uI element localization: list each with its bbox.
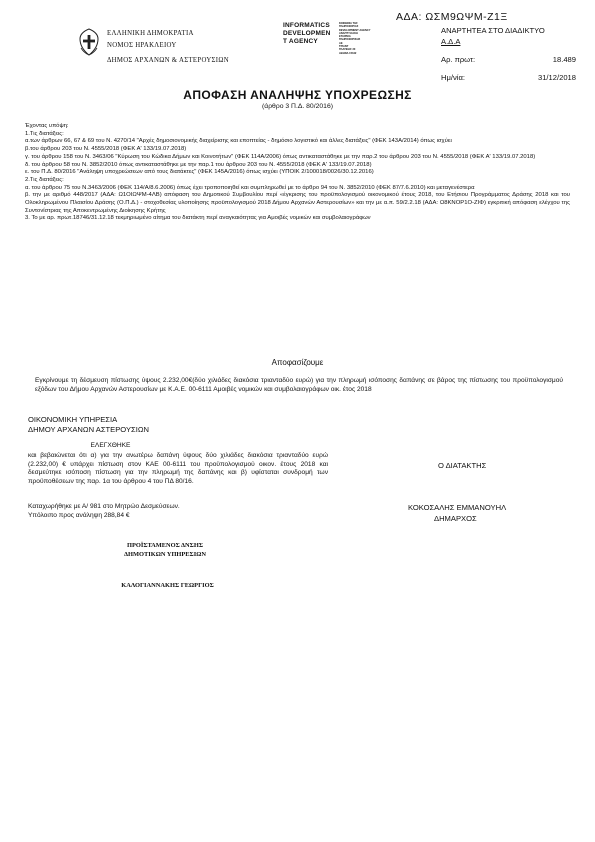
ida-line: INFORMATICS bbox=[283, 22, 330, 29]
ida-small-line: ΑΕ bbox=[339, 41, 343, 45]
ida-small-line: ΠΛΑΤΕΙΑΣ 20 bbox=[339, 48, 356, 52]
post-label: ΑΝΑΡΤΗΤΕΑ ΣΤΟ ΔΙΑΔΙΚΤΥΟ bbox=[441, 26, 545, 35]
document-title: ΑΠΟΦΑΣΗ ΑΝΑΛΗΨΗΣ ΥΠΟΧΡΕΩΣΗΣ bbox=[183, 88, 412, 102]
protocol-label: Αρ. πρωτ: bbox=[441, 55, 476, 64]
ida-small-line: DEVELOPMENT AGENCY bbox=[339, 28, 371, 32]
head-of-unit bbox=[90, 541, 240, 559]
provision-item: β. την με αριθμό 448/2017 (ΑΔΑ: Ω1ΟΙΩΨΜ-4ΛΒ) απόφαση του Δημοτικού Συμβουλίου περί «έγκρισης του προϋπολογισμού οικονομικού έτους 2018, του Ετήσιου Προγράμματος Δράσης 2018 και του Ολοκληρωμένου Πλαισίου Δράσης (Ο.Π.Δ.) - στοχοθεσίας υλοποίησης προϋπολογισμού 2018 Δήμου Αρχανών Αστερουσίων» και την με α.π. 59/2.2.18 (ΑΔΑ: Ω8ΚΝΟΡ1Ο-ΖΙΦ) εγκριτική απόφαση ελέγχου της Συντονίστριας της Αποκεντρωμένης Διοίκησης Κρήτης bbox=[25, 192, 570, 214]
provision-item: β.του άρθρου 203 του Ν. 4555/2018 (ΦΕΚ Α' 133/19.07.2018) bbox=[25, 146, 187, 153]
org-line: ΕΛΛΗΝΙΚΗ ΔΗΜΟΚΡΑΤΙΑ bbox=[107, 30, 194, 37]
document-meta bbox=[441, 26, 576, 86]
ida-small-line: ΕΤΑΙΡΕΙΑ bbox=[339, 35, 351, 39]
ida-line: DEVELOPMEN bbox=[283, 30, 331, 37]
date-label: Ημ/νία: bbox=[441, 73, 465, 82]
ida-small-line: ΑΝΑΠΤΥΞΙΑΚΗ bbox=[339, 31, 358, 35]
head-of-unit-name-block bbox=[80, 581, 255, 590]
head-of-unit-line: ΔΗΜΟΤΙΚΩΝ ΥΠΗΡΕΣΙΩΝ bbox=[124, 551, 206, 558]
head-of-unit-line: ΠΡΟΪΣΤΑΜΕΝΟΣ ΔΝΣΗΣ bbox=[126, 542, 204, 549]
decision-heading: Αποφασίζουμε bbox=[271, 358, 324, 367]
economic-service-line: ΔΗΜΟΥ ΑΡΧΑΝΩΝ ΑΣΤΕΡΟΥΣΙΩΝ bbox=[28, 425, 149, 434]
considerations bbox=[25, 123, 570, 223]
post-value: Α.Δ.Α bbox=[441, 37, 461, 46]
ida-small-line: ΑΘΗΝΑ 15342 bbox=[339, 51, 357, 55]
org-line: ΝΟΜΟΣ ΗΡΑΚΛΕΙΟΥ bbox=[107, 42, 177, 49]
authorizer-title: ΔΗΜΑΡΧΟΣ bbox=[434, 514, 477, 523]
ida-small-line: ΠΛΗΡΟΦΟΡΙΚΗΣ bbox=[339, 38, 361, 42]
provision-item: δ. του άρθρου 58 του Ν. 3852/2010 όπως αντικαταστάθηκε με την παρ.1 του άρθρου 203 του Ν. 4555/2018 (ΦΕΚ Α' 133/19.07.2018) bbox=[25, 161, 372, 168]
authorizer-role: Ο ΔΙΑΤΑΚΤΗΣ bbox=[438, 461, 487, 470]
checked-label: ΕΛΕΓΧΘΗΚΕ bbox=[90, 442, 131, 449]
registered-text: Καταχωρήθηκε με Α/ 981 στο Μητρώο Δεσμεύσεων. bbox=[28, 503, 180, 510]
provision-item: 3. Το με αρ. πρωτ.18746/31.12.18 τεκμηριωμένο αίτημα του διατάκτη περί αναγκαιότητας για Αμοιβές νομικών και συμβολαιογράφων bbox=[25, 215, 371, 222]
provision-item: α.των άρθρων 66, 67 & 69 του Ν. 4270/14 "Αρχές δημοσιονομικής διαχείρισης και εποπτείας - δημόσιο λογιστικό και άλλες διατάξεις" (ΦΕΚ 143Α/2014) όπως ισχύει bbox=[25, 138, 452, 145]
considerations-heading: Έχοντας υπόψη: bbox=[25, 123, 69, 129]
org-line: ΔΗΜΟΣ ΑΡΧΑΝΩΝ & ΑΣΤΕΡΟΥΣΙΩΝ bbox=[107, 57, 229, 64]
ida-logo-text bbox=[283, 22, 331, 46]
protocol-value: 18.489 bbox=[552, 55, 576, 64]
authorizer-name: ΚΟΚΟΣΑΛΗΣ ΕΜΜΑΝΟΥΗΛ bbox=[408, 503, 507, 512]
economic-service-line: ΟΙΚΟΝΟΜΙΚΗ ΥΠΗΡΕΣΙΑ bbox=[28, 415, 118, 424]
ida-line: T AGENCY bbox=[283, 38, 318, 45]
greek-emblem-icon bbox=[78, 28, 100, 56]
decision-text: Εγκρίνουμε τη δέσμευση πίστωσης ύψους 2.232,00€(δύο χιλιάδες διακόσια τριανταδύο ευρώ) για την πληρωμή ισόποσης δαπάνης σε βάρος της πίστωσης του προϋπολογισμού εξόδων του Δήμου Αρχανών Αστερουσίων με Κ.Α.Ε. 00-6111 Αμοιβές νομικών και συμβολαιογράφων οικ. έτος 2018 bbox=[35, 377, 563, 393]
ida-small-line: ΠΛΗΡΟΦΟΡΙΑΣ bbox=[339, 25, 359, 29]
remaining-text: Υπόλοιπο προς ανάληψη 288,84 € bbox=[28, 512, 130, 519]
verification-text: και βεβαιώνεται ότι α) για την ανωτέρω δαπάνη ύψους δύο χιλιάδες διακόσια τριανταδύο ευρώ (2.232,00) € υπάρχει πίστωση στον ΚΑΕ 00-6111 του προϋπολογισμού οικον. έτους 2018 και δεσμεύτηκε ισόποση πίστωση για την πληρωμή της δαπάνης και β) υφίσταται συνδρομή των προϋποθέσεων της παρ. 1α του άρθρου 4 του ΠΔ 80/16. bbox=[28, 452, 328, 485]
head-of-unit-name: ΚΑΛΟΓΙΑΝΝΑΚΗΣ ΓΕΩΡΓΙΟΣ bbox=[121, 582, 214, 589]
ida-logo-small-text bbox=[339, 22, 381, 55]
date-value: 31/12/2018 bbox=[537, 73, 576, 82]
economic-service bbox=[28, 415, 149, 435]
provision-item: γ. του άρθρου 158 του Ν. 3463/06 "Κύρωση του Κώδικα Δήμων και Κοινοτήτων" (ΦΕΚ 114Α/2006) όπως αντικαταστάθηκε με την παρ.2 του άρθρου 203 του Ν. 4555/2018 (ΦΕΚ Α' 133/19.07.2018) bbox=[25, 153, 536, 160]
provisions-heading: 1.Τις διατάξεις: bbox=[25, 130, 64, 137]
document-subtitle: (άρθρο 3 Π.Δ. 80/2016) bbox=[262, 103, 333, 110]
ida-small-line: ΤΡΙΑΝΤ bbox=[339, 45, 349, 49]
organisation-header bbox=[107, 28, 229, 67]
provision-item: ε. του Π.Δ. 80/2016 "Ανάληψη υποχρεώσεων από τους διατάκτες" (ΦΕΚ 145Α/2016) όπως ισχύει (ΥΠΟΙΚ 2/100018/0026/30.12.2016) bbox=[25, 169, 374, 176]
ida-small-line: ΚΟΙΝΩΝΙΑ ΤΗΣ bbox=[339, 22, 358, 25]
provisions-heading: 2.Τις διατάξεις: bbox=[25, 176, 64, 183]
ada-code: ΑΔΑ: ΩΣΜ9ΩΨΜ-Ζ1Ξ bbox=[396, 11, 508, 23]
provision-item: α. του άρθρου 75 του Ν.3463/2006 (ΦΕΚ 114/Α/8.6.2006) όπως έχει τροποποιηθεί και συμπληρωθεί με το άρθρο 94 του Ν. 3852/2010 (ΦΕΚ 87/7.6.2010) και μεταγενέστερα bbox=[25, 184, 475, 191]
